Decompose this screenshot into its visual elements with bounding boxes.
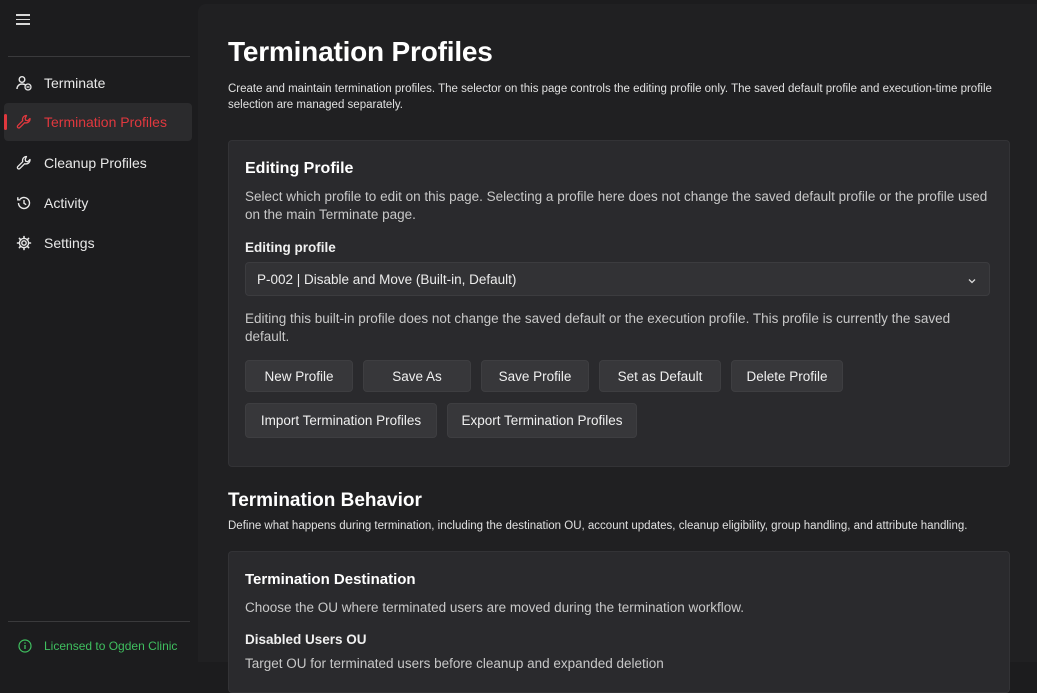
- termination-destination-card: [228, 551, 1010, 693]
- sidebar-item-label: Activity: [44, 195, 89, 211]
- card-title: Editing Profile: [245, 160, 354, 177]
- editing-profile-select[interactable]: [245, 262, 990, 296]
- sidebar-item-label: Settings: [44, 235, 95, 251]
- sidebar-item-cleanup-profiles[interactable]: [4, 144, 192, 182]
- save-as-button[interactable]: Save As: [363, 360, 471, 392]
- info-icon: [18, 639, 32, 653]
- profile-note: Editing this built-in profile does not change the saved default or the execution profile. This profile is currently the saved default.: [245, 311, 951, 344]
- gear-icon: [16, 235, 32, 251]
- field-label: Disabled Users OU: [245, 632, 367, 647]
- sidebar-item-label: Termination Profiles: [44, 114, 167, 130]
- field-label: Editing profile: [245, 240, 336, 255]
- set-default-button[interactable]: Set as Default: [599, 360, 721, 392]
- hamburger-icon[interactable]: [16, 14, 30, 26]
- main-content: [198, 4, 1037, 671]
- card-description: Select which profile to edit on this page. Selecting a profile here does not change the saved default profile or the profile used on the main Terminate page.: [245, 189, 988, 222]
- new-profile-button[interactable]: New Profile: [245, 360, 353, 392]
- sidebar-item-label: Cleanup Profiles: [44, 155, 147, 171]
- license-text: Licensed to Ogden Clinic: [44, 639, 178, 653]
- sidebar-item-terminate[interactable]: [4, 64, 192, 102]
- section-description: Define what happens during termination, including the destination OU, account updates, cleanup eligibility, group handling, and attribute handling.: [228, 520, 968, 532]
- editing-profile-card: [228, 140, 1010, 467]
- card-description: Choose the OU where terminated users are moved during the termination workflow.: [245, 600, 744, 615]
- save-profile-button[interactable]: Save Profile: [481, 360, 589, 392]
- chevron-down-icon: [967, 274, 977, 289]
- license-status: [18, 639, 177, 653]
- delete-profile-button[interactable]: Delete Profile: [731, 360, 843, 392]
- sidebar-item-settings[interactable]: [4, 224, 192, 262]
- sidebar-divider: [8, 621, 190, 622]
- card-title: Termination Destination: [245, 571, 416, 588]
- export-profiles-button[interactable]: Export Termination Profiles: [447, 403, 637, 438]
- page-description: Create and maintain termination profiles. The selector on this page controls the editing profile only. The saved default profile and execution-time profile selection are managed separately.: [228, 83, 992, 111]
- wrench-icon: [16, 155, 32, 171]
- field-help-text: Target OU for terminated users before cleanup and expanded deletion: [245, 656, 664, 671]
- history-icon: [16, 195, 32, 211]
- section-title: Termination Behavior: [228, 490, 422, 511]
- wrench-icon: [16, 114, 32, 130]
- sidebar-item-label: Terminate: [44, 75, 106, 91]
- selected-profile: P-002 | Disable and Move (Built-in, Default): [257, 271, 517, 287]
- sidebar-divider: [8, 56, 190, 57]
- import-profiles-button[interactable]: Import Termination Profiles: [245, 403, 437, 438]
- sidebar-item-activity[interactable]: [4, 184, 192, 222]
- sidebar-item-termination-profiles[interactable]: [4, 103, 192, 141]
- sidebar: [0, 0, 198, 662]
- user-remove-icon: [16, 75, 32, 91]
- page-title: Termination Profiles: [228, 36, 493, 67]
